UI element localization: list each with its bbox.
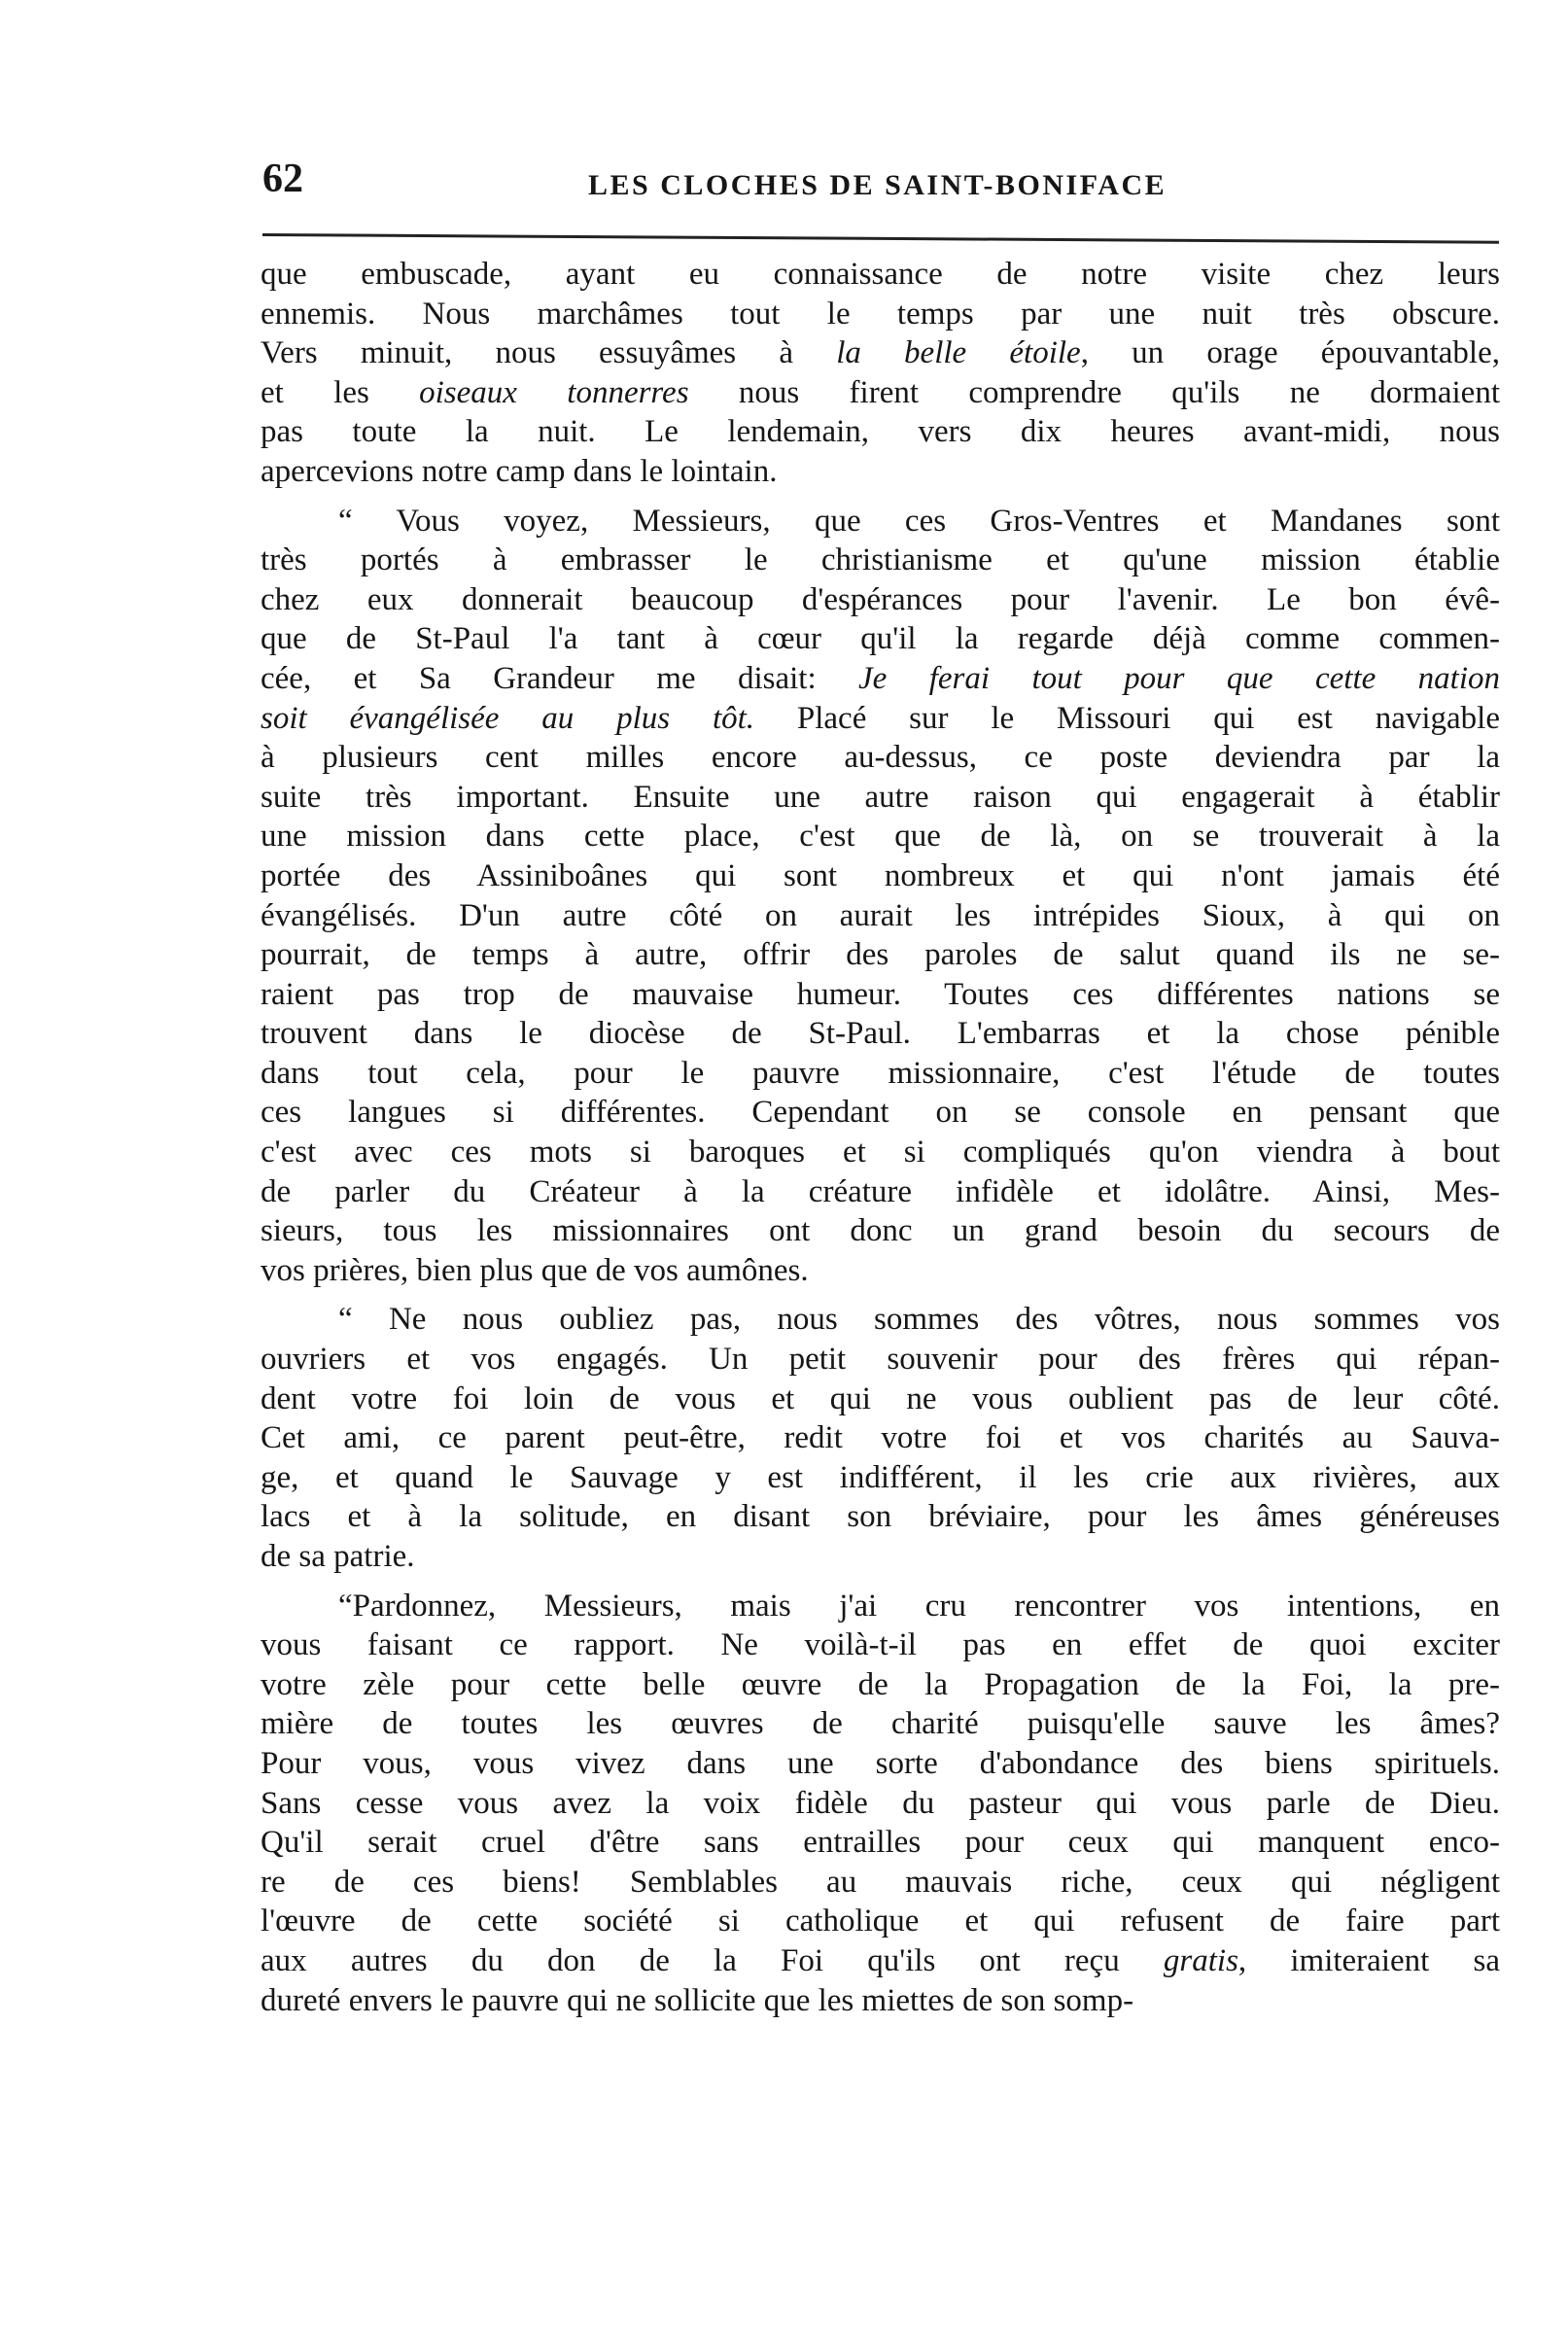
text-line: sieurs, tous les missionnaires ont donc un grand besoin du secours de [261, 1213, 1500, 1249]
text-line: lacs et à la solitude, en disant son bréviaire, pour les âmes généreuses [261, 1499, 1500, 1535]
text-line: une mission dans cette place, c'est que de là, on se trouverait à la [261, 819, 1500, 855]
text-line: l'œuvre de cette société si catholique et qui refusent de faire part [261, 1903, 1500, 1939]
italic-segment: soit évangélisée au plus tôt. [261, 700, 755, 736]
text-segment: , un orage épouvantable, [1080, 335, 1500, 371]
running-head [262, 156, 1497, 214]
paragraph [261, 1587, 1500, 2021]
page-number: 62 [262, 157, 303, 201]
text-line: trouvent dans le diocèse de St-Paul. L'embarras et la chose pénible [261, 1016, 1500, 1052]
text-line: évangélisés. D'un autre côté on aurait les intrépides Sioux, à qui on [261, 897, 1500, 933]
text-line: ge, et quand le Sauvage y est indifférent, il les crie aux rivières, aux [261, 1459, 1500, 1495]
text-segment: , imiteraient sa [1237, 1942, 1500, 1978]
text-line: Cet ami, ce parent peut-être, redit votre foi et vos charités au Sauva- [261, 1420, 1500, 1456]
text-line: à plusieurs cent milles encore au-dessus, ce poste deviendra par la [261, 740, 1500, 776]
text-line: re de ces biens! Semblables au mauvais riche, ceux qui négligent [261, 1864, 1500, 1900]
text-segment: cée, et Sa Grandeur me disait: [261, 660, 859, 696]
text-line [261, 699, 1500, 739]
text-line [261, 373, 1500, 413]
text-line: raient pas trop de mauvaise humeur. Toutes ces différentes nations se [261, 976, 1500, 1012]
text-line: chez eux donnerait beaucoup d'espérances pour l'avenir. Le bon évê- [261, 581, 1500, 617]
text-line: pas toute la nuit. Le lendemain, vers dix heures avant-midi, nous [261, 414, 1500, 450]
paragraph [261, 255, 1500, 492]
text-line: de parler du Créateur à la créature infidèle et idolâtre. Ainsi, Mes- [261, 1173, 1500, 1209]
text-line: dureté envers le pauvre qui ne sollicite que les miettes de son somp- [261, 1982, 1134, 2018]
text-line: ces langues si différentes. Cependant on se console en pensant que [261, 1095, 1500, 1131]
text-line: votre zèle pour cette belle œuvre de la Propagation de la Foi, la pre- [261, 1666, 1500, 1702]
text-line [261, 659, 1500, 699]
text-line: suite très important. Ensuite une autre raison qui engagerait à établir [261, 779, 1500, 815]
text-line: pourrait, de temps à autre, offrir des paroles de salut quand ils ne se- [261, 937, 1500, 973]
paragraph [261, 1300, 1500, 1576]
text-line: dent votre foi loin de vous et qui ne vous oublient pas de leur côté. [261, 1380, 1500, 1416]
text-line [261, 1941, 1500, 1981]
body-text [261, 255, 1500, 2030]
text-line: “Pardonnez, Messieurs, mais j'ai cru rencontrer vos intentions, en [338, 1588, 1500, 1624]
text-line: “ Vous voyez, Messieurs, que ces Gros-Ventres et Mandanes sont [338, 503, 1500, 539]
text-line: que embuscade, ayant eu connaissance de notre visite chez leurs [261, 257, 1500, 292]
italic-segment: oiseaux tonnerres [419, 374, 689, 410]
text-line: que de St-Paul l'a tant à cœur qu'il la regarde déjà comme commen- [261, 621, 1500, 657]
text-segment: Vers minuit, nous essuyâmes à [261, 335, 837, 371]
text-line: portée des Assiniboânes qui sont nombreux et qui n'ont jamais été [261, 857, 1500, 893]
text-line: ouvriers et vos engagés. Un petit souvenir pour des frères qui répan- [261, 1342, 1500, 1378]
text-line: Sans cesse vous avez la voix fidèle du pasteur qui vous parle de Dieu. [261, 1785, 1500, 1821]
running-title: LES CLOCHES DE SAINT-BONIFACE [588, 169, 1167, 201]
text-line: Qu'il serait cruel d'être sans entrailles pour ceux qui manquent enco- [261, 1825, 1500, 1861]
text-line: très portés à embrasser le christianisme et qu'une mission établie [261, 542, 1500, 578]
text-line: “ Ne nous oubliez pas, nous sommes des vôtres, nous sommes vos [338, 1302, 1500, 1338]
italic-segment: gratis [1163, 1942, 1238, 1978]
text-line: mière de toutes les œuvres de charité puisqu'elle sauve les âmes? [261, 1706, 1500, 1742]
text-segment: aux autres du don de la Foi qu'ils ont reçu [261, 1942, 1164, 1978]
text-segment: nous firent comprendre qu'ils ne dormaient [688, 374, 1500, 410]
text-line: de sa patrie. [261, 1539, 415, 1574]
text-line [261, 333, 1500, 373]
text-segment: Placé sur le Missouri qui est navigable [754, 700, 1500, 736]
paragraph [261, 502, 1500, 1291]
text-line: vos prières, bien plus que de vos aumônes. [261, 1252, 809, 1288]
text-line: dans tout cela, pour le pauvre missionnaire, c'est l'étude de toutes [261, 1055, 1500, 1091]
italic-segment: Je ferai tout pour que cette nation [858, 660, 1500, 696]
text-segment: et les [261, 374, 420, 410]
text-line: vous faisant ce rapport. Ne voilà-t-il pas en effet de quoi exciter [261, 1627, 1500, 1663]
text-line: ennemis. Nous marchâmes tout le temps par une nuit très obscure. [261, 296, 1500, 332]
text-line: c'est avec ces mots si baroques et si compliqués qu'on viendra à bout [261, 1135, 1500, 1170]
italic-segment: la belle étoile [836, 335, 1081, 371]
header-rule [262, 233, 1499, 244]
text-line: Pour vous, vous vivez dans une sorte d'abondance des biens spirituels. [261, 1745, 1500, 1781]
text-line: apercevions notre camp dans le lointain. [261, 453, 778, 489]
